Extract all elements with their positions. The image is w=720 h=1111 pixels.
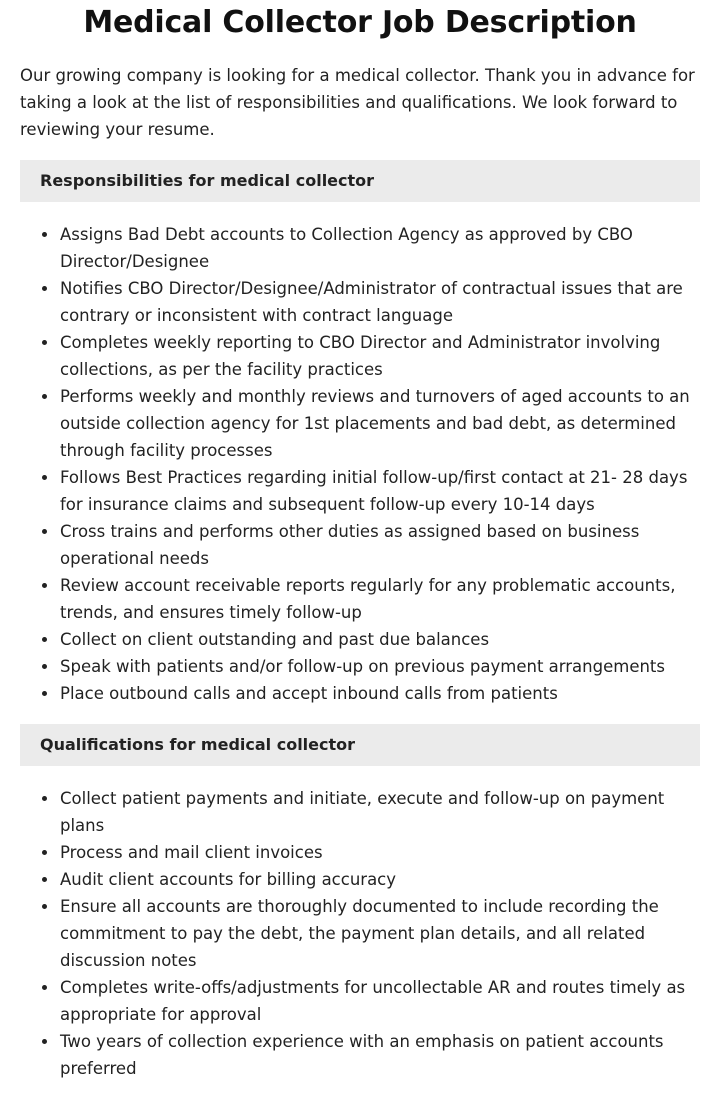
responsibilities-heading: Responsibilities for medical collector	[20, 160, 700, 202]
list-item: Collect on client outstanding and past due balances	[60, 626, 700, 653]
list-item: Follows Best Practices regarding initial follow-up/first contact at 21- 28 days for insurance claims and subsequent follow-up every 10-14 days	[60, 464, 700, 518]
list-item: Ensure all accounts are thoroughly documented to include recording the commitment to pay the debt, the payment plan details, and all related discussion notes	[60, 893, 700, 974]
list-item: Completes write-offs/adjustments for uncollectable AR and routes timely as appropriate for approval	[60, 974, 700, 1028]
list-item: Performs weekly and monthly reviews and turnovers of aged accounts to an outside collection agency for 1st placements and bad debt, as determined through facility processes	[60, 383, 700, 464]
list-item: Place outbound calls and accept inbound calls from patients	[60, 680, 700, 707]
list-item: Two years of collection experience with an emphasis on patient accounts preferred	[60, 1028, 700, 1082]
list-item: Cross trains and performs other duties as assigned based on business operational needs	[60, 518, 700, 572]
intro-paragraph: Our growing company is looking for a medical collector. Thank you in advance for taking a look at the list of responsibilities and qualifications. We look forward to reviewing your resume.	[20, 66, 695, 139]
page-title: Medical Collector Job Description	[83, 5, 637, 40]
list-item: Assigns Bad Debt accounts to Collection Agency as approved by CBO Director/Designee	[60, 221, 700, 275]
list-item: Notifies CBO Director/Designee/Administrator of contractual issues that are contrary or inconsistent with contract language	[60, 275, 700, 329]
list-item: Audit client accounts for billing accuracy	[60, 866, 700, 893]
list-item: Process and mail client invoices	[60, 839, 700, 866]
qualifications-heading: Qualifications for medical collector	[20, 724, 700, 766]
list-item: Review account receivable reports regularly for any problematic accounts, trends, and ensures timely follow-up	[60, 572, 700, 626]
list-item: Collect patient payments and initiate, execute and follow-up on payment plans	[60, 785, 700, 839]
list-item: Completes weekly reporting to CBO Director and Administrator involving collections, as per the facility practices	[60, 329, 700, 383]
responsibilities-list	[20, 221, 700, 707]
list-item: Speak with patients and/or follow-up on previous payment arrangements	[60, 653, 700, 680]
qualifications-list	[20, 785, 700, 1082]
